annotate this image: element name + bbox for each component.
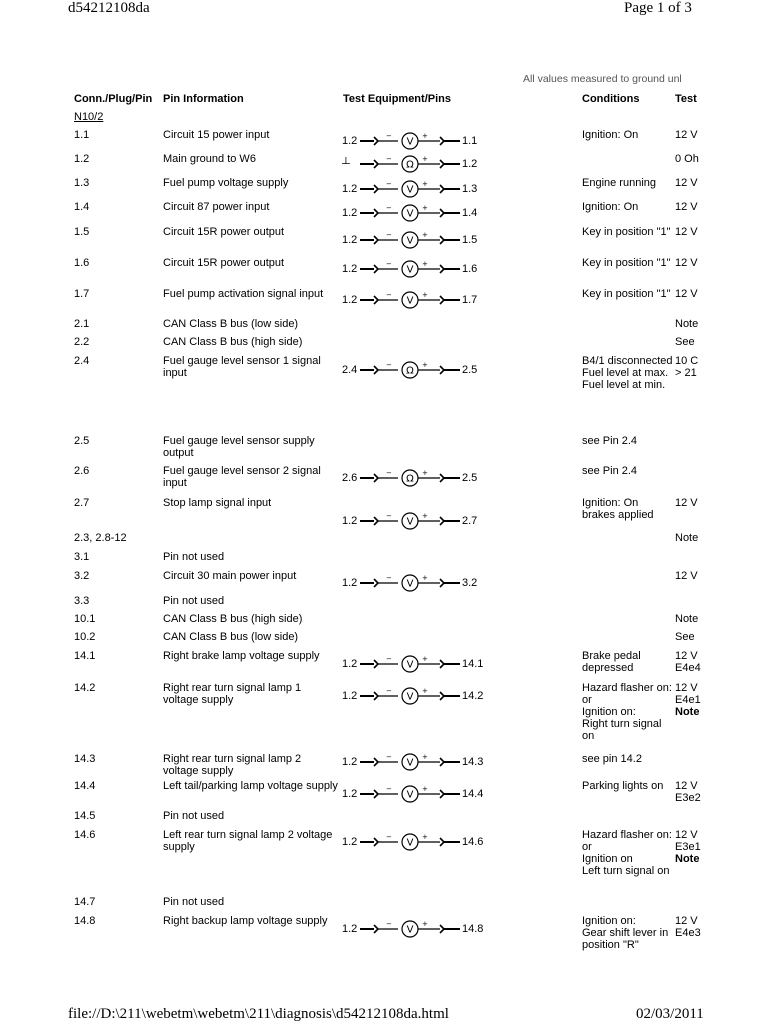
test-value: 10 C > 21 (675, 355, 699, 379)
meter-pin-b: 1.2 (462, 158, 478, 170)
test-value: 0 Oh (675, 153, 699, 165)
section-label: N10/2 (74, 111, 104, 123)
voltmeter-icon (360, 784, 460, 802)
test-value: 12 V (675, 201, 698, 213)
test-meter-connection (342, 573, 482, 591)
pin-number: 2.3, 2.8-12 (74, 532, 127, 544)
pin-information: Right rear turn signal lamp 1 voltage supply (163, 682, 302, 706)
pin-information: Main ground to W6 (163, 153, 256, 165)
pin-information: Left tail/parking lamp voltage supply (163, 780, 338, 792)
pin-number: 2.1 (74, 318, 90, 330)
test-meter-connection (342, 468, 482, 486)
pin-information: Circuit 30 main power input (163, 570, 297, 582)
test-meter-connection (342, 784, 482, 802)
test-note-bold: Note (675, 706, 700, 718)
svg-text:−: − (386, 204, 392, 212)
pin-number: 14.2 (74, 682, 96, 694)
pin-number: 1.2 (74, 153, 90, 165)
pin-number: 1.4 (74, 201, 90, 213)
pin-information: Fuel pump voltage supply (163, 177, 289, 189)
pin-number: 14.8 (74, 915, 96, 927)
voltmeter-icon (360, 573, 460, 591)
meter-pin-b: 14.4 (462, 788, 484, 800)
voltmeter-icon (360, 203, 460, 221)
pin-information: Pin not used (163, 551, 225, 563)
ohmmeter-icon (360, 154, 460, 172)
svg-text:V: V (406, 264, 414, 276)
svg-text:Ω: Ω (406, 473, 414, 485)
svg-text:+: + (422, 833, 428, 841)
test-value: 12 V (675, 288, 698, 300)
pin-information: CAN Class B bus (high side) (163, 613, 303, 625)
svg-text:V: V (406, 184, 414, 196)
pin-information: Pin not used (163, 595, 225, 607)
meter-pin-b: 14.2 (462, 690, 484, 702)
pin-number: 2.2 (74, 336, 90, 348)
document-id: d54212108da (68, 0, 150, 16)
pin-number: 3.1 (74, 551, 90, 563)
pin-number: 1.6 (74, 257, 90, 269)
svg-text:−: − (386, 361, 392, 369)
measurement-note: All values measured to ground unl (523, 73, 682, 85)
svg-text:Ω: Ω (406, 365, 414, 377)
test-value: 12 V (675, 570, 698, 582)
test-conditions: Key in position "1" (582, 288, 671, 300)
meter-pin-a: 1.2 (342, 207, 358, 219)
meter-pin-a: 1.2 (342, 294, 358, 306)
pin-information: Right brake lamp voltage supply (163, 650, 320, 662)
svg-text:+: + (422, 512, 428, 520)
test-conditions: Ignition: On (582, 201, 639, 213)
svg-text:−: − (386, 833, 392, 841)
test-meter-connection (342, 179, 482, 197)
test-meter-connection (342, 752, 482, 770)
voltmeter-icon (360, 752, 460, 770)
svg-text:V: V (406, 578, 414, 590)
test-conditions: Hazard flasher on: or Ignition on: Right turn signal on (582, 682, 672, 742)
print-date: 02/03/2011 (636, 1006, 704, 1022)
svg-text:V: V (406, 924, 414, 936)
meter-pin-b: 2.7 (462, 515, 478, 527)
meter-pin-a: 1.2 (342, 577, 358, 589)
svg-text:+: + (422, 204, 428, 212)
test-meter-connection (342, 290, 482, 308)
svg-text:+: + (422, 753, 428, 761)
pin-number: 2.6 (74, 465, 90, 477)
svg-text:−: − (386, 155, 392, 163)
meter-pin-b: 14.1 (462, 658, 484, 670)
pin-information: Left rear turn signal lamp 2 voltage supply (163, 829, 333, 853)
svg-text:−: − (386, 132, 392, 140)
test-conditions: see pin 14.2 (582, 753, 642, 765)
test-note-bold: Note (675, 853, 700, 865)
meter-pin-a: 2.4 (342, 364, 358, 376)
meter-pin-b: 1.3 (462, 183, 478, 195)
pin-number: 14.7 (74, 896, 96, 908)
svg-text:V: V (406, 295, 414, 307)
svg-text:−: − (386, 687, 392, 695)
test-conditions: Ignition on: Gear shift lever in position "R" (582, 915, 669, 951)
pin-number: 14.3 (74, 753, 96, 765)
ohmmeter-icon (360, 360, 460, 378)
test-value: Note (675, 532, 699, 544)
pin-number: 1.1 (74, 129, 90, 141)
test-value: 12 V E3e2 (675, 780, 701, 804)
test-conditions: Ignition: On brakes applied (582, 497, 654, 521)
test-meter-connection (342, 511, 482, 529)
pin-number: 14.1 (74, 650, 96, 662)
test-value: 12 V (675, 129, 698, 141)
pin-information: Pin not used (163, 810, 225, 822)
svg-text:−: − (386, 512, 392, 520)
svg-text:−: − (386, 655, 392, 663)
test-value: 12 V (675, 177, 698, 189)
header-conn: Conn./Plug/Pin (74, 93, 153, 105)
pin-information: Stop lamp signal input (163, 497, 272, 509)
pin-number: 10.2 (74, 631, 96, 643)
test-meter-connection (342, 919, 482, 937)
voltmeter-icon (360, 131, 460, 149)
meter-pin-a: 2.6 (342, 472, 358, 484)
test-meter-connection (342, 654, 482, 672)
header-conditions: Conditions (582, 93, 640, 105)
pin-information: CAN Class B bus (low side) (163, 631, 299, 643)
pin-number: 1.5 (74, 226, 90, 238)
test-value: 12 V E4e4 (675, 650, 701, 674)
meter-pin-a: 1.2 (342, 234, 358, 246)
svg-text:V: V (406, 136, 414, 148)
test-value: 12 V E4e1 Note (675, 682, 701, 718)
test-meter-connection (342, 360, 482, 378)
test-value: 12 V E3e1 Note (675, 829, 701, 865)
test-meter-connection (342, 131, 482, 149)
meter-pin-a: 1.2 (342, 263, 358, 275)
pin-number: 2.5 (74, 435, 90, 447)
pin-information: Circuit 15 power input (163, 129, 270, 141)
meter-pin-a: 1.2 (342, 756, 358, 768)
pin-information: Fuel gauge level sensor 1 signal input (163, 355, 321, 379)
test-value: See (675, 631, 695, 643)
test-conditions: see Pin 2.4 (582, 465, 638, 477)
meter-pin-a: 1.2 (342, 515, 358, 527)
meter-pin-a: 1.2 (342, 788, 358, 800)
voltmeter-icon (360, 179, 460, 197)
pin-number: 14.4 (74, 780, 96, 792)
pin-number: 14.5 (74, 810, 96, 822)
voltmeter-icon (360, 686, 460, 704)
svg-text:−: − (386, 785, 392, 793)
svg-text:−: − (386, 574, 392, 582)
pin-number: 2.7 (74, 497, 90, 509)
svg-text:V: V (406, 208, 414, 220)
svg-text:−: − (386, 180, 392, 188)
meter-pin-a: ┴ (342, 158, 350, 170)
pin-information: Right rear turn signal lamp 2 voltage supply (163, 753, 302, 777)
meter-pin-a: 1.2 (342, 183, 358, 195)
test-conditions: Hazard flasher on: or Ignition on Left turn signal on (582, 829, 672, 877)
pin-number: 2.4 (74, 355, 90, 367)
svg-text:−: − (386, 291, 392, 299)
meter-pin-b: 2.5 (462, 364, 478, 376)
header-pin-info: Pin Information (163, 93, 244, 105)
svg-text:+: + (422, 291, 428, 299)
svg-text:V: V (406, 757, 414, 769)
svg-text:+: + (422, 687, 428, 695)
test-meter-connection (342, 259, 482, 277)
test-meter-connection (342, 686, 482, 704)
test-conditions: Key in position "1" (582, 226, 671, 238)
test-conditions: Brake pedal depressed (582, 650, 641, 674)
pin-information: Fuel gauge level sensor 2 signal input (163, 465, 321, 489)
test-value: 12 V (675, 257, 698, 269)
test-value: Note (675, 613, 699, 625)
test-value: See (675, 336, 695, 348)
svg-text:+: + (422, 655, 428, 663)
meter-pin-b: 1.6 (462, 263, 478, 275)
meter-pin-a: 1.2 (342, 836, 358, 848)
svg-text:V: V (406, 235, 414, 247)
test-conditions: Parking lights on (582, 780, 664, 792)
test-value: Note (675, 318, 699, 330)
voltmeter-icon (360, 511, 460, 529)
svg-text:+: + (422, 469, 428, 477)
svg-text:−: − (386, 753, 392, 761)
svg-text:V: V (406, 659, 414, 671)
meter-pin-b: 1.5 (462, 234, 478, 246)
meter-pin-b: 1.1 (462, 135, 478, 147)
meter-pin-b: 1.4 (462, 207, 478, 219)
svg-text:+: + (422, 155, 428, 163)
meter-pin-a: 1.2 (342, 923, 358, 935)
svg-text:V: V (406, 837, 414, 849)
test-conditions: Key in position "1" (582, 257, 671, 269)
test-value: 12 V E4e3 (675, 915, 701, 939)
pin-information: Circuit 87 power input (163, 201, 270, 213)
meter-pin-b: 2.5 (462, 472, 478, 484)
test-conditions: Ignition: On (582, 129, 639, 141)
test-conditions: Engine running (582, 177, 657, 189)
pin-number: 14.6 (74, 829, 96, 841)
pin-information: Circuit 15R power output (163, 226, 285, 238)
voltmeter-icon (360, 290, 460, 308)
svg-text:+: + (422, 132, 428, 140)
meter-pin-b: 1.7 (462, 294, 478, 306)
svg-text:+: + (422, 785, 428, 793)
meter-pin-a: 1.2 (342, 135, 358, 147)
pin-number: 1.7 (74, 288, 90, 300)
voltmeter-icon (360, 832, 460, 850)
pin-number: 1.3 (74, 177, 90, 189)
pin-information: CAN Class B bus (low side) (163, 318, 299, 330)
pin-number: 10.1 (74, 613, 96, 625)
pin-information: Circuit 15R power output (163, 257, 285, 269)
svg-text:V: V (406, 516, 414, 528)
svg-text:+: + (422, 231, 428, 239)
test-meter-connection (342, 230, 482, 248)
meter-pin-a: 1.2 (342, 690, 358, 702)
voltmeter-icon (360, 259, 460, 277)
test-value: 12 V (675, 226, 698, 238)
meter-pin-b: 3.2 (462, 577, 478, 589)
test-conditions: see Pin 2.4 (582, 435, 638, 447)
svg-text:+: + (422, 260, 428, 268)
meter-pin-b: 14.3 (462, 756, 484, 768)
svg-text:Ω: Ω (406, 159, 414, 171)
svg-text:V: V (406, 691, 414, 703)
file-path: file://D:\211\webetm\webetm\211\diagnosis\d54212108da.html (68, 1006, 449, 1022)
svg-text:−: − (386, 260, 392, 268)
svg-text:−: − (386, 920, 392, 928)
svg-text:V: V (406, 789, 414, 801)
meter-pin-b: 14.6 (462, 836, 484, 848)
svg-text:+: + (422, 361, 428, 369)
page-number: Page 1 of 3 (624, 0, 692, 16)
test-meter-connection (342, 154, 482, 172)
pin-information: Fuel pump activation signal input (163, 288, 324, 300)
ohmmeter-icon (360, 468, 460, 486)
svg-text:+: + (422, 574, 428, 582)
header-test: Test (675, 93, 697, 105)
test-meter-connection (342, 832, 482, 850)
voltmeter-icon (360, 654, 460, 672)
test-meter-connection (342, 203, 482, 221)
header-test-equipment: Test Equipment/Pins (343, 93, 451, 105)
test-conditions: B4/1 disconnected Fuel level at max. Fuel level at min. (582, 355, 673, 391)
svg-text:+: + (422, 180, 428, 188)
pin-number: 3.2 (74, 570, 90, 582)
pin-information: CAN Class B bus (high side) (163, 336, 303, 348)
test-value: 12 V (675, 497, 698, 509)
pin-information: Pin not used (163, 896, 225, 908)
meter-pin-b: 14.8 (462, 923, 484, 935)
voltmeter-icon (360, 230, 460, 248)
svg-text:−: − (386, 469, 392, 477)
svg-text:−: − (386, 231, 392, 239)
pin-information: Fuel gauge level sensor supply output (163, 435, 315, 459)
svg-text:+: + (422, 920, 428, 928)
pin-information: Right backup lamp voltage supply (163, 915, 328, 927)
meter-pin-a: 1.2 (342, 658, 358, 670)
pin-number: 3.3 (74, 595, 90, 607)
voltmeter-icon (360, 919, 460, 937)
